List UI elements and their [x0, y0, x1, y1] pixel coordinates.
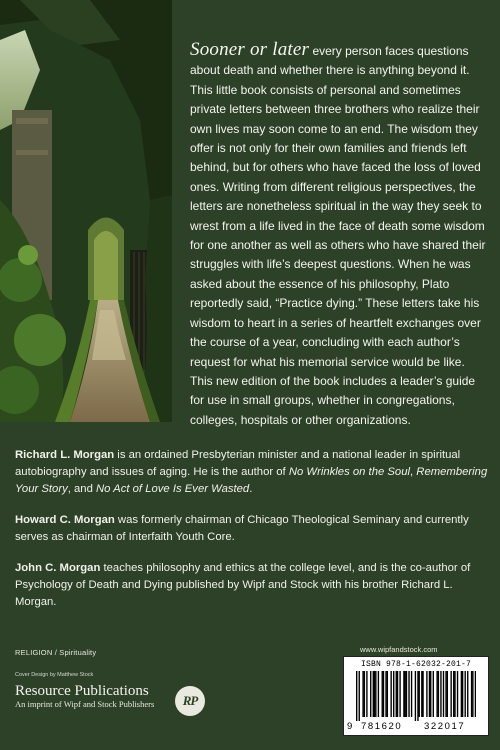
- barcode-bar: [462, 671, 463, 717]
- barcode-bar: [472, 671, 473, 717]
- barcode-bar: [422, 671, 423, 717]
- barcode-bar: [364, 671, 365, 717]
- book-title: No Act of Love Is Ever Wasted: [96, 483, 250, 495]
- barcode-digits-right: 322017: [424, 721, 466, 732]
- book-description: [190, 40, 486, 430]
- book-title: No Wrinkles on the Soul: [288, 466, 411, 478]
- barcode-bar: [366, 671, 367, 717]
- barcode-bar: [426, 671, 427, 717]
- barcode-bar: [408, 671, 409, 717]
- description-body: every person faces questions about death and whether there is anything beyond it. This little book consists of personal and sometimes private letters between three brothers who realize their own lives may soon come to an end. The wisdom they offer is not only for their own families and friends left behind, but for others who have faced the loss of loved ones. Writing from different religious perspectives, the letters are nonetheless spiritual in the way they seek to wrest from a life lived in the face of death some wisdom for one another as well as others who have shared their struggles with life’s deepest questions. When he was asked about the essence of his philosophy, Plato reportedly said, “Practice dying.” These letters take his wisdom to heart in a series of heartfelt exchanges over the course of a year, concluding with each author’s request for what his memorial service would be like. This new edition of the book includes a leader’s guide for use in small groups, whether in congregations, colleges, hospitals or other organizations.: [190, 44, 486, 427]
- barcode-bar: [433, 671, 434, 717]
- barcode-bar: [387, 671, 388, 717]
- barcode-bar: [471, 671, 472, 717]
- publisher-imprint: An imprint of Wipf and Stock Publishers: [15, 699, 155, 709]
- garden-photo-illustration: [0, 0, 172, 422]
- barcode-bar: [406, 671, 407, 717]
- barcode-bar: [403, 671, 404, 717]
- isbn-number: ISBN 978-1-62032-201-7: [360, 660, 472, 669]
- barcode-bar: [405, 671, 406, 717]
- barcode-bar: [419, 671, 420, 717]
- barcode-bar: [362, 671, 363, 717]
- publisher-block: [15, 683, 154, 710]
- barcode-bar: [411, 671, 412, 717]
- barcode-bar: [438, 671, 439, 717]
- bio-howard-name: Howard C. Morgan: [15, 514, 115, 526]
- barcode-bar: [440, 671, 441, 717]
- publisher-website: www.wipfandstock.com: [360, 645, 438, 654]
- barcode-bar: [465, 671, 466, 717]
- barcode-bar: [383, 671, 384, 717]
- barcode-bar: [359, 671, 360, 721]
- barcode-bar: [385, 671, 386, 717]
- barcode-bar: [396, 671, 397, 717]
- barcode-bar: [421, 671, 422, 717]
- cover-design-credit: Cover Design by Matthew Stock: [15, 672, 94, 678]
- bio-howard-text: was formerly chairman of Chicago Theological Seminary and currently serves as chairman of Interfaith Youth Core.: [15, 514, 469, 543]
- barcode-bar: [457, 671, 458, 717]
- bio-howard: [15, 512, 490, 546]
- barcode-bar: [370, 671, 371, 717]
- barcode-bar: [475, 671, 476, 717]
- garden-photo: [0, 0, 172, 422]
- bio-richard-name: Richard L. Morgan: [15, 449, 115, 461]
- bio-john-text: teaches philosophy and ethics at the college level, and is the co-author of Psychology of Death and Dying published by Wipf and Stock with his brother Richard L. Morgan.: [15, 562, 471, 608]
- author-bios: [15, 447, 490, 625]
- barcode-bar: [436, 671, 437, 717]
- bio-richard-sep: , and: [67, 483, 97, 495]
- barcode-bar: [356, 671, 357, 721]
- barcode-bar: [445, 671, 446, 717]
- publisher-name: Resource Publications: [15, 683, 149, 699]
- barcode-digit-first: 9: [347, 721, 354, 732]
- bio-richard-end: .: [249, 483, 253, 495]
- barcode-bars: [356, 671, 476, 721]
- barcode-bar: [373, 671, 374, 717]
- barcode-bar: [375, 671, 376, 717]
- description-lead: Sooner or later: [190, 39, 310, 60]
- barcode-bar: [415, 671, 416, 721]
- barcode-bar: [447, 671, 448, 717]
- book-title: Remembering Your Story: [15, 466, 488, 495]
- barcode-digits-left: 781620: [361, 721, 403, 732]
- category-label: RELIGION / Spirituality: [15, 648, 97, 657]
- rp-logo-icon: RP: [175, 686, 205, 716]
- barcode-bar: [397, 671, 398, 717]
- barcode-bar: [450, 671, 451, 717]
- barcode-bar: [390, 671, 391, 717]
- bio-richard-text: is an ordained Presbyterian minister and a national leader in spiritual autobiography and issues of aging. He is the author of: [15, 449, 461, 478]
- bio-richard: [15, 447, 490, 498]
- bio-richard-sep: ,: [410, 466, 417, 478]
- barcode-bar: [417, 671, 418, 721]
- barcode-bar: [453, 671, 454, 717]
- barcode-bar: [393, 671, 394, 717]
- bio-john-name: John C. Morgan: [15, 562, 101, 574]
- barcode-bar: [378, 671, 379, 717]
- barcode-bar: [382, 671, 383, 717]
- barcode-bar: [374, 671, 375, 717]
- barcode-bar: [399, 671, 400, 717]
- barcode-bar: [467, 671, 468, 717]
- barcode-bar: [461, 671, 462, 717]
- isbn-barcode: [343, 656, 489, 736]
- barcode-bar: [454, 671, 455, 717]
- barcode-bar: [443, 671, 444, 717]
- barcode-bar: [430, 671, 431, 717]
- bio-john: [15, 560, 490, 611]
- barcode-bar: [429, 671, 430, 717]
